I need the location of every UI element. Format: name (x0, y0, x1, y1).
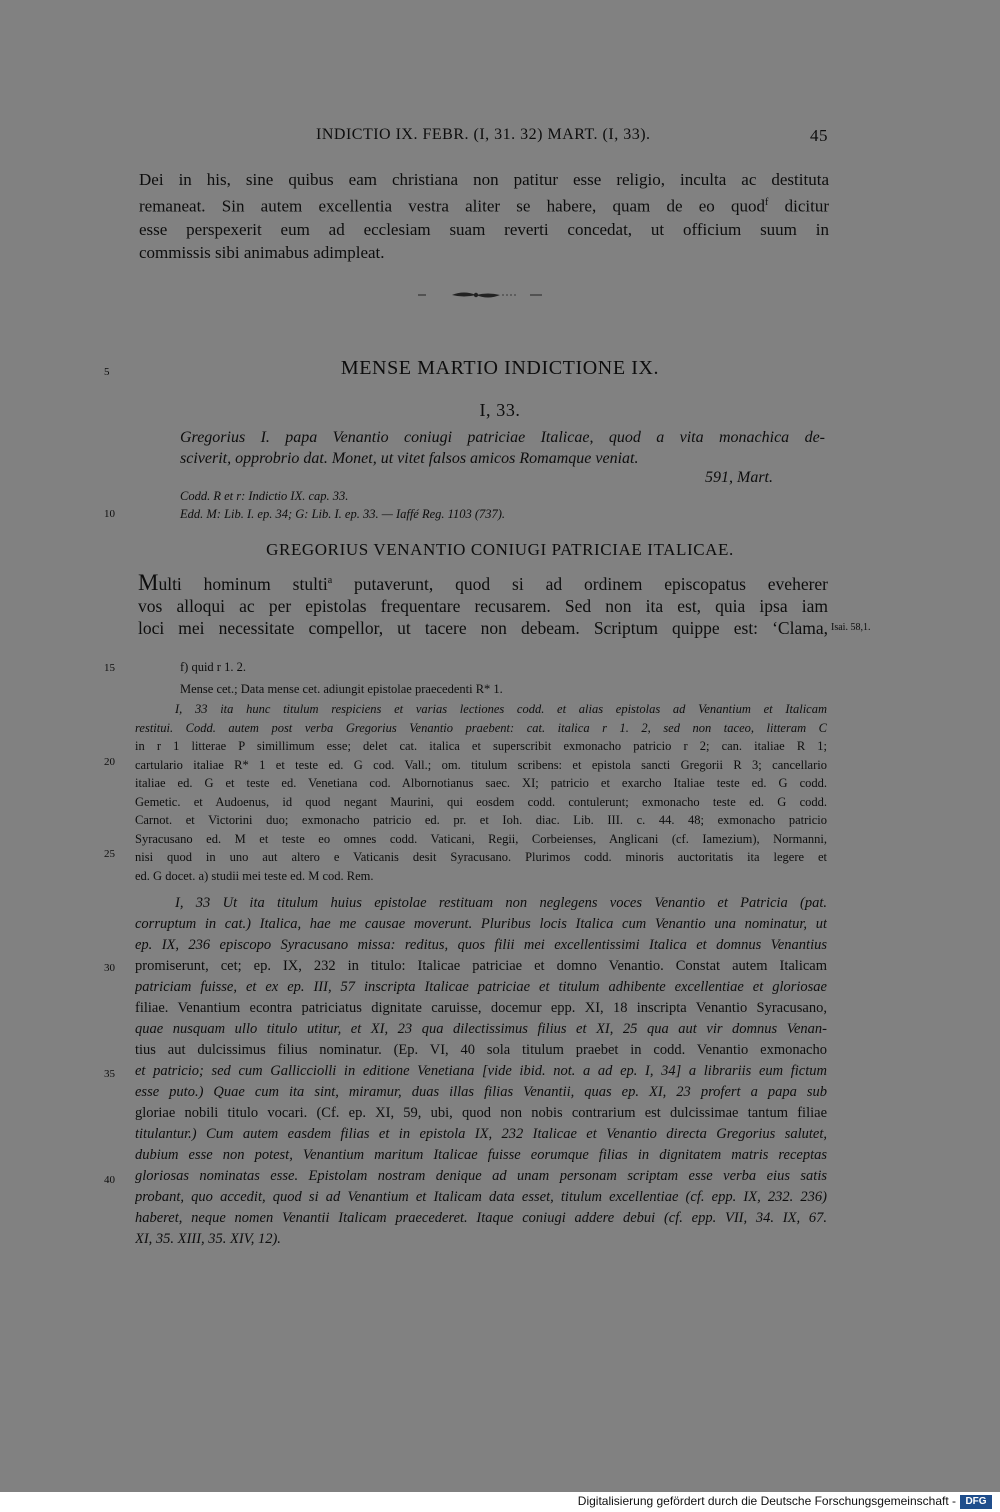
line-number: 15 (104, 662, 115, 674)
apparatus-line: ed. G docet. a) studii mei teste ed. M cod. Rem. (135, 868, 374, 883)
commentary-line: probant, quo accedit, quod si ad Venantium et Italicam data esset, titulum excellentiae (cf. epp. IX, 232. 236) (135, 1189, 827, 1205)
commentary-line: quae nusquam ullo titulo utitur, et XI, 23 qua dilectissimus filius et XI, 25 qua aut vir domnus Venan- (135, 1021, 827, 1037)
letter-summary (180, 427, 825, 469)
text-line: vos alloqui ac per epistolas frequentare recusarem. Sed non ita est, quia ipsa iam (138, 595, 828, 616)
commentary-line: filiae. Venantium econtra patriciatus dignitate caruisse, docemur epp. XI, 18 inscripta Venantio Syracusano, (135, 1000, 827, 1016)
commentary-line: haberet, neque nomen Venantii Italicam praecederet. Itaque coniugi addere debui (cf. epp. VII, 34. IX, 67. (135, 1210, 827, 1226)
commentary-line: gloriae nobili titulo vocari. (Cf. ep. XI, 59, ubi, quod non nobis contrarium est dulcissimae tantum filiae (135, 1105, 827, 1121)
letter-date: 591, Mart. (705, 469, 773, 486)
codices-line: Codd. R et r: Indictio IX. cap. 33. (180, 489, 349, 503)
line-number: 20 (104, 756, 115, 768)
apparatus-line: in r 1 litterae P simillimum esse; delet cat. italica et superscribit exmonacho patricio r 2; can. italiae R 1; (135, 739, 827, 753)
section-heading: MENSE MARTIO INDICTIONE IX. (340, 357, 660, 379)
footnote-marker: f (765, 197, 769, 208)
text-line: Multi hominum stulti$^a$ putaverunt, quod si ad ordinem episcopatus eveherer (138, 570, 828, 595)
letter-body (138, 570, 828, 639)
commentary-line: dubium esse non potest, Venantium maritum Italicae fuisse eorumque filias in dignitatem matris receptas (135, 1147, 827, 1163)
commentary-line: promiserunt, cet; ep. IX, 232 in titulo: Italicae patriciae et domno Venantio. Constat autem Italicam (135, 958, 827, 974)
commentary-line: XI, 35. XIII, 35. XIV, 12). (135, 1231, 281, 1247)
footer-text: Digitalisierung gefördert durch die Deutsche Forschungsgemeinschaft - (577, 1494, 956, 1508)
text-line: remaneat. Sin autem excellentia vestra aliter se habere, quam de eo quod$^f$ dicitur (139, 196, 829, 216)
page-number: 45 (810, 126, 828, 145)
line-number: 25 (104, 848, 115, 860)
text-line: esse perspexerit eum ad ecclesiam suam reverti concedat, ut officium suum in (139, 219, 829, 239)
ornament-divider (418, 288, 548, 302)
apparatus-line: Carnot. et Victorini duo; exmonacho patricio ed. pr. et Ioh. diac. Lib. III. c. 44. 48; exmonacho patricio (135, 813, 827, 827)
apparatus-line: Syracusano ed. M et teste eo omnes codd. Vaticani, Regii, Corbeienses, Anglicani (cf. Iamezium), Normanni, (135, 831, 827, 846)
summary-line: sciverit, opprobrio dat. Monet, ut vitet falsos amicos Romamque veniat. (180, 450, 639, 467)
line-number: 5 (104, 366, 110, 378)
line-number: 10 (104, 508, 115, 520)
running-title: INDICTIO IX. FEBR. (I, 31. 32) MART. (I, 33). (316, 126, 651, 143)
line-number: 30 (104, 962, 115, 974)
apparatus-line: italiae ed. G et teste ed. Venetiana cod. Albornotianus saec. XI; patricio et exarcho Italiae teste ed. G codd. (135, 776, 827, 790)
dfg-logo: DFG (960, 1495, 992, 1509)
apparatus-line: I, 33 ita hunc titulum respiciens et varias lectiones codd. et alias epistolas ad Venantium et Italicam (175, 702, 827, 716)
text-line: commissis sibi animabus adimpleat. (139, 242, 385, 262)
text-line: loci mei necessitate compellor, ut tacere non debeam. Scriptum quippe est: ‘Clama, (138, 617, 828, 638)
digitization-footer (0, 1492, 1000, 1512)
commentary-line: titulantur.) Cum autem easdem filias et in epistola IX, 232 Italicae et Venantio directa Gregorius salutet, (135, 1126, 827, 1142)
letter-address: GREGORIUS VENANTIO CONIUGI PATRICIAE ITALICAE. (266, 540, 734, 559)
previous-letter-ending (139, 168, 829, 264)
editions-line: Edd. M: Lib. I. ep. 34; G: Lib. I. ep. 33. — Iaffé Reg. 1103 (737). (180, 507, 506, 521)
line-number: 35 (104, 1068, 115, 1080)
commentary-line: et patricio; sed cum Gallicciolli in editione Venetiana [vide ibid. not. a ad ep. I, 34] a librariis eum fictum (135, 1063, 827, 1079)
commentary-line: corruptum in cat.) Italica, hae me causae moverunt. Pluribus locis Italica cum Venantio una nominatur, ut (135, 916, 827, 932)
summary-line: Gregorius I. papa Venantio coniugi patriciae Italicae, quod a vita monachica de- (180, 429, 825, 446)
letter-number: I, 33. (479, 400, 521, 420)
commentary-line: patriciam fuisse, et ex ep. III, 57 inscripta Italicae patriciae et titulum adhibente excellentiae et gloriosae (135, 979, 827, 995)
apparatus-line: cartulario italiae R* 1 et teste ed. G cod. Vall.; om. titulum scribens: et epistola sancti Gregorii R 3; cancellario (135, 757, 827, 772)
margin-reference: Isai. 58,1. (831, 622, 871, 633)
footnote-f: f) quid r 1. 2. (180, 660, 246, 674)
line-number: 40 (104, 1174, 115, 1186)
apparatus-line: restitui. Codd. autem post verba Gregorius Venantio praebent: cat. italica r 1. 2, sed non taceo, litteram C (135, 720, 827, 735)
running-header (0, 126, 1000, 150)
commentary-line: I, 33 Ut ita titulum huius epistolae restituam non neglegens voces Venantio et Patricia (pat. (175, 895, 827, 911)
commentary-line: esse puto.) Quae cum ita sint, miramur, duas illas filias Venantii, quas ep. XI, 23 profert a papa sub (135, 1084, 827, 1100)
apparatus-line: nisi quod in uno aut altero e Vaticanis desit Syracusano. Plurimos codd. minoris auctoritatis ita legere et (135, 850, 827, 864)
critical-apparatus (135, 700, 827, 885)
initial-letter: M (138, 570, 159, 595)
commentary-line: gloriosas nominatas esse. Epistolam nostram denique ad unam personam scriptam esse verba eius satis (135, 1168, 827, 1184)
commentary-note (135, 893, 827, 1250)
commentary-line: tius aut dulcissimus filius nominatur. (Ep. VI, 40 sola titulum praebet in codd. Venantio exmonacho (135, 1042, 827, 1058)
apparatus-line: Gemetic. et Audoenus, id quod negant Maurini, qui eosdem codd. contulerunt; exmonacho teste ed. G codd. (135, 794, 827, 809)
footnote-mense: Mense cet.; Data mense cet. adiungit epistolae praecedenti R* 1. (180, 682, 503, 696)
text-line: Dei in his, sine quibus eam christiana non patitur esse religio, inculta ac destituta (139, 170, 829, 189)
commentary-line: ep. IX, 236 episcopo Syracusano missa: reditus, quos filii mei excellentissimi Italica et domnus Venantius (135, 937, 827, 953)
footnote-marker: a (327, 575, 333, 586)
